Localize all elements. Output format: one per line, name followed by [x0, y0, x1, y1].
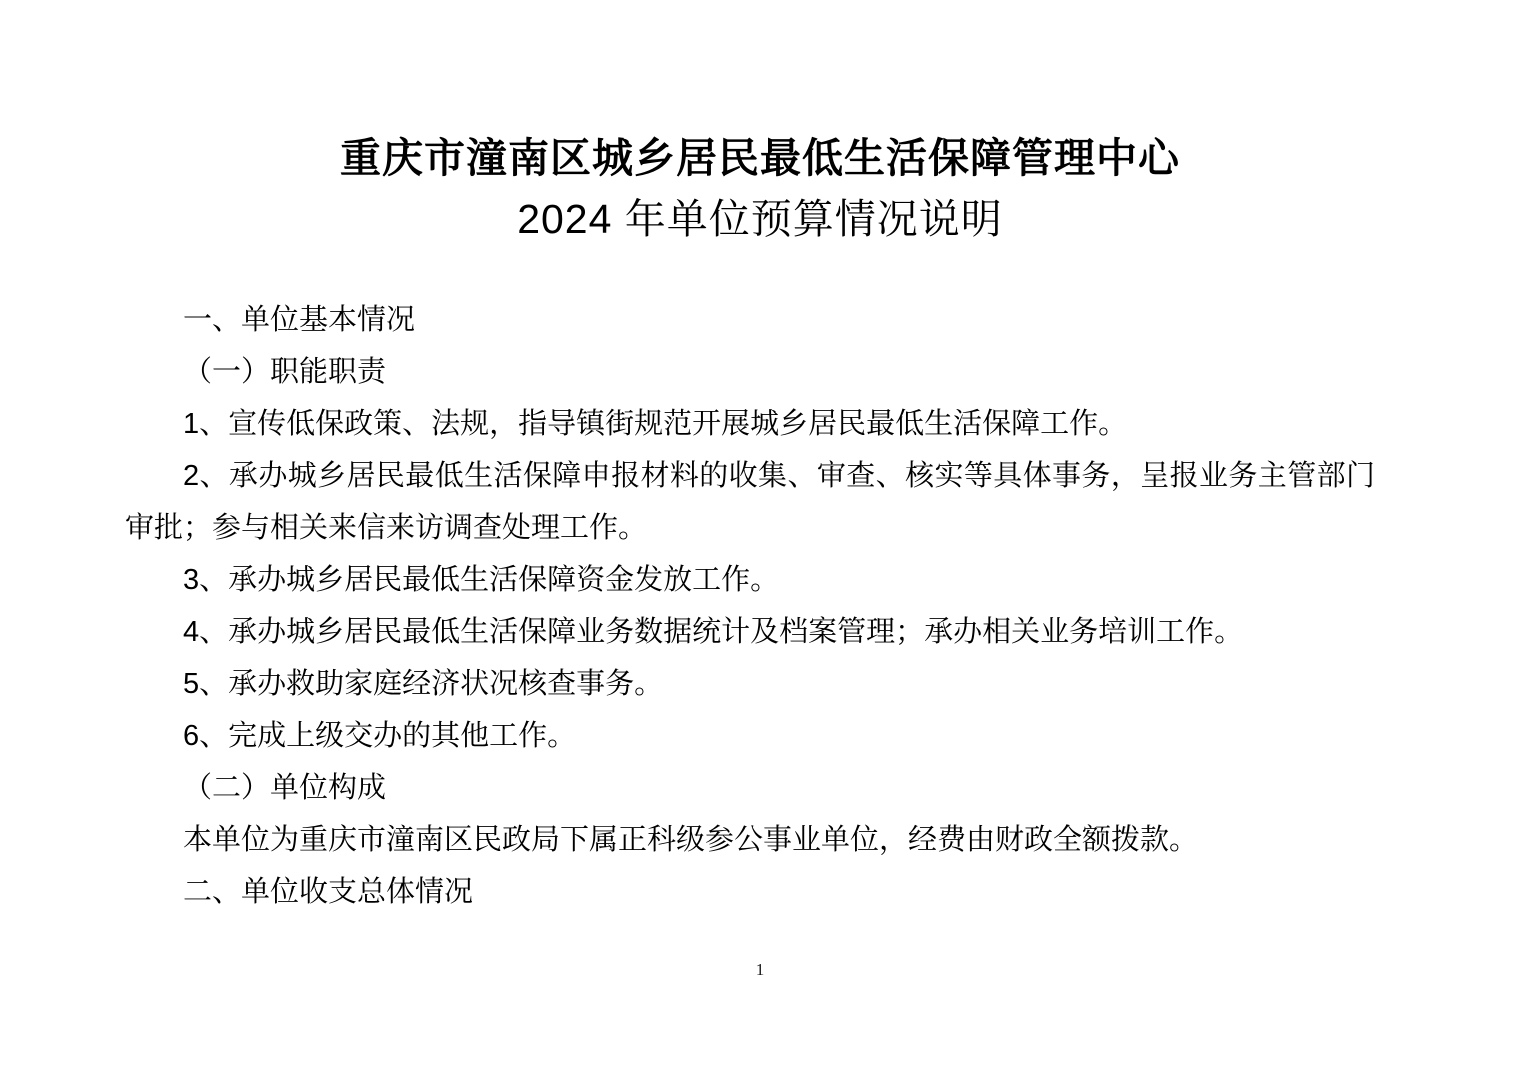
paragraph-section-1-heading: 一、单位基本情况	[183, 304, 416, 336]
paragraph-section-2-heading: 二、单位收支总体情况	[183, 876, 474, 908]
document-title	[0, 128, 1520, 250]
page-number: 1	[755, 960, 765, 979]
paragraph-unit-composition: 本单位为重庆市潼南区民政局下属正科级参公事业单位，经费由财政全额拨款。	[183, 824, 1199, 856]
paragraph-duty-1: 1、宣传低保政策、法规，指导镇街规范开展城乡居民最低生活保障工作。	[183, 408, 1128, 440]
paragraph-duty-5: 5、承办救助家庭经济状况核查事务。	[183, 668, 664, 700]
document-title-line2: 2024 年单位预算情况说明	[517, 196, 1003, 242]
paragraph-duty-4: 4、承办城乡居民最低生活保障业务数据统计及档案管理；承办相关业务培训工作。	[183, 616, 1244, 648]
paragraph-subsection-1-heading: （一）职能职责	[183, 356, 387, 388]
paragraph-duty-3: 3、承办城乡居民最低生活保障资金发放工作。	[183, 564, 780, 596]
document-title-line1: 重庆市潼南区城乡居民最低生活保障管理中心	[340, 135, 1180, 181]
document-body	[125, 294, 1375, 918]
paragraph-duty-6: 6、完成上级交办的其他工作。	[183, 720, 577, 752]
paragraph-subsection-2-heading: （二）单位构成	[183, 772, 387, 804]
paragraph-duty-2: 2、承办城乡居民最低生活保障申报材料的收集、审查、核实等具体事务，呈报业务主管部门审批；参与相关来信来访调查处理工作。	[125, 460, 1375, 544]
